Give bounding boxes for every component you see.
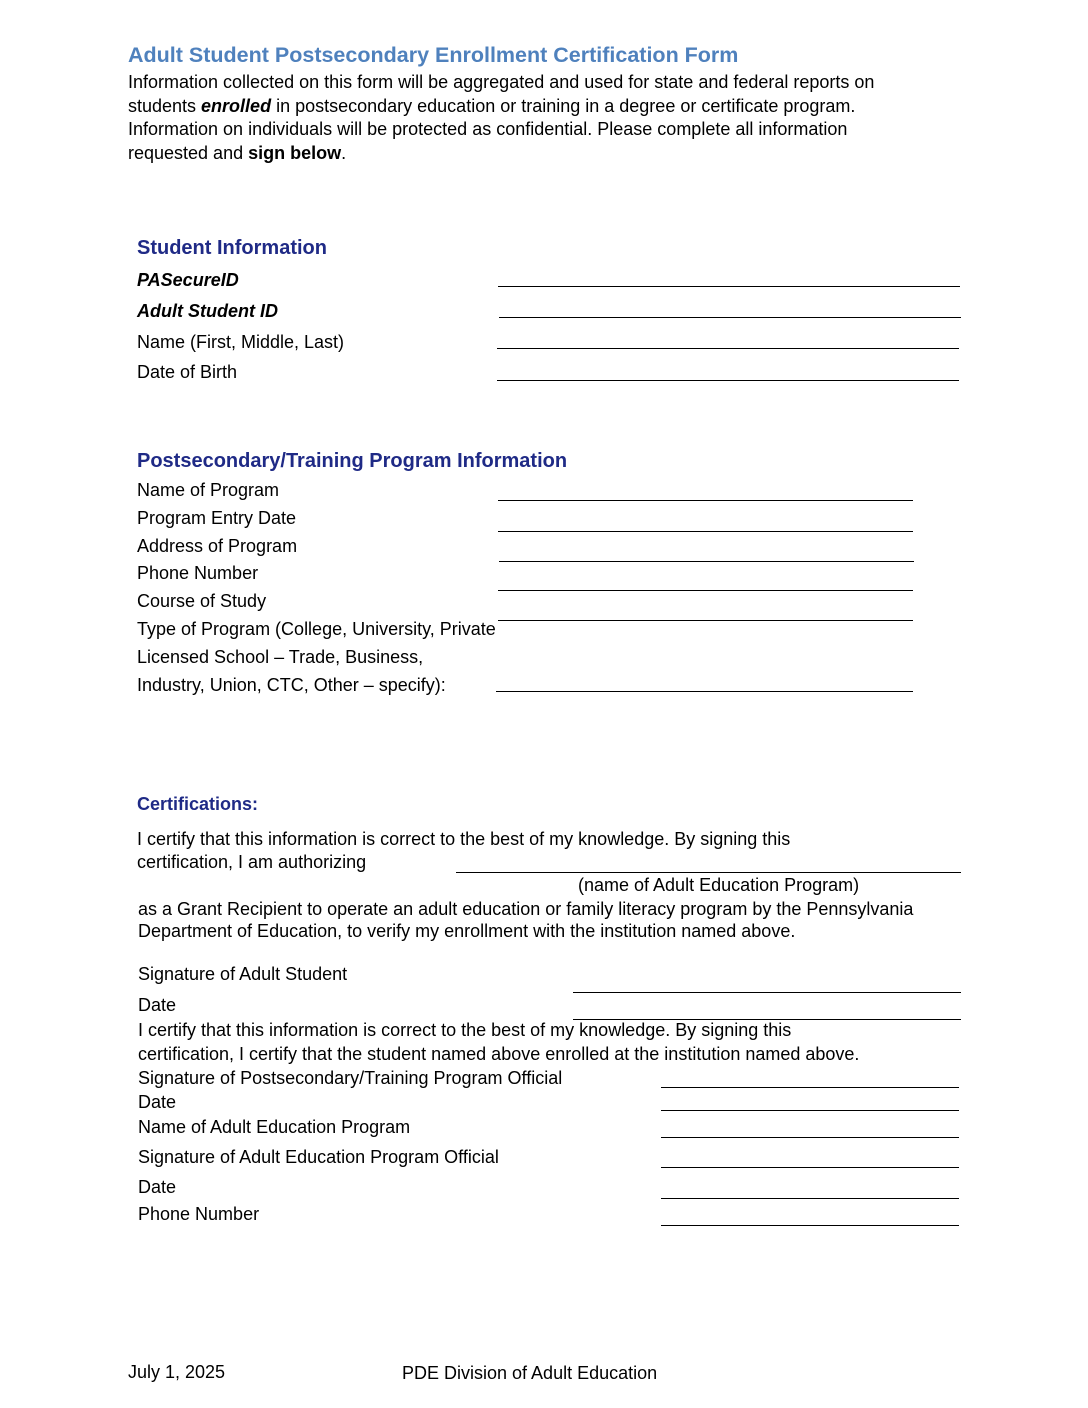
intro-sign-below: sign below xyxy=(248,142,342,163)
program-name-field[interactable] xyxy=(498,500,913,501)
program-phone-field[interactable] xyxy=(498,590,913,591)
program-type-label-line1: Type of Program (College, University, Private xyxy=(137,619,496,639)
program-name-caption: (name of Adult Education Program) xyxy=(578,875,860,895)
form-title: Adult Student Postsecondary Enrollment Certification Form xyxy=(128,43,739,67)
date-of-birth-label: Date of Birth xyxy=(137,362,238,382)
student-signature-label: Signature of Adult Student xyxy=(138,964,348,984)
adult-ed-official-date-field[interactable] xyxy=(661,1198,959,1199)
student-date-label: Date xyxy=(138,995,177,1015)
student-cert-text-line1: I certify that this information is correct to the best of my knowledge. By signing this xyxy=(137,829,791,849)
program-entry-date-field[interactable] xyxy=(498,531,913,532)
intro-text-1: Information collected on this form will be aggregated and used for state and federal reports on students xyxy=(128,72,875,116)
form-intro xyxy=(128,71,928,165)
program-address-field[interactable] xyxy=(499,561,914,562)
student-cert-text-continued: as a Grant Recipient to operate an adult education or family literacy program by the Pennsylvania Department of Education, to verify my enrollment with the institution named above. xyxy=(138,899,914,941)
adult-education-program-name-field[interactable] xyxy=(456,872,961,873)
adult-ed-official-date-label: Date xyxy=(138,1177,177,1197)
course-of-study-label: Course of Study xyxy=(137,591,267,611)
adult-ed-phone-label: Phone Number xyxy=(138,1204,260,1224)
program-type-label-line2: Licensed School – Trade, Business, xyxy=(137,647,424,667)
date-of-birth-field[interactable] xyxy=(497,380,959,381)
program-entry-date-label: Program Entry Date xyxy=(137,508,297,528)
adult-student-id-label: Adult Student ID xyxy=(137,301,278,321)
intro-text-2: in postsecondary education or training in a degree or certificate program. Information on individuals will be protected as confidential. Please complete all information requested and xyxy=(128,95,856,163)
intro-enrolled: enrolled xyxy=(201,95,272,116)
intro-text-end: . xyxy=(341,142,347,163)
student-name-label: Name (First, Middle, Last) xyxy=(137,332,345,352)
student-cert-text-line2: certification, I am authorizing xyxy=(137,852,367,872)
student-signature-field[interactable] xyxy=(573,992,961,993)
adult-ed-official-signature-field[interactable] xyxy=(661,1167,959,1168)
official-cert-text-line2: certification, I certify that the student named above enrolled at the institution named above. xyxy=(138,1044,860,1064)
program-name-label: Name of Program xyxy=(137,480,280,500)
program-type-field[interactable] xyxy=(496,691,913,692)
postsecondary-official-date-label: Date xyxy=(138,1092,177,1112)
footer-office: PDE Division of Adult Education xyxy=(402,1363,658,1383)
adult-student-id-field[interactable] xyxy=(499,317,961,318)
official-cert-text-line1: I certify that this information is correct to the best of my knowledge. By signing this xyxy=(138,1020,792,1040)
postsecondary-official-date-field[interactable] xyxy=(661,1110,959,1111)
student-name-field[interactable] xyxy=(497,348,959,349)
pasecureid-label: PASecureID xyxy=(137,270,239,290)
adult-ed-program-name-field[interactable] xyxy=(661,1137,959,1138)
adult-ed-program-name-label: Name of Adult Education Program xyxy=(138,1117,411,1137)
program-info-heading: Postsecondary/Training Program Information xyxy=(137,450,568,472)
postsecondary-official-signature-field[interactable] xyxy=(661,1087,959,1088)
adult-ed-official-signature-label: Signature of Adult Education Program Official xyxy=(138,1147,499,1167)
postsecondary-official-signature-label: Signature of Postsecondary/Training Program Official xyxy=(138,1068,563,1088)
program-address-label: Address of Program xyxy=(137,536,298,556)
student-info-heading: Student Information xyxy=(137,237,327,259)
footer-date: July 1, 2025 xyxy=(128,1362,226,1382)
certifications-heading: Certifications: xyxy=(137,794,259,814)
course-of-study-field[interactable] xyxy=(498,620,913,621)
pasecureid-field[interactable] xyxy=(498,286,960,287)
program-phone-label: Phone Number xyxy=(137,563,259,583)
adult-ed-phone-field[interactable] xyxy=(661,1225,959,1226)
program-type-label-line3: Industry, Union, CTC, Other – specify): xyxy=(137,675,446,695)
